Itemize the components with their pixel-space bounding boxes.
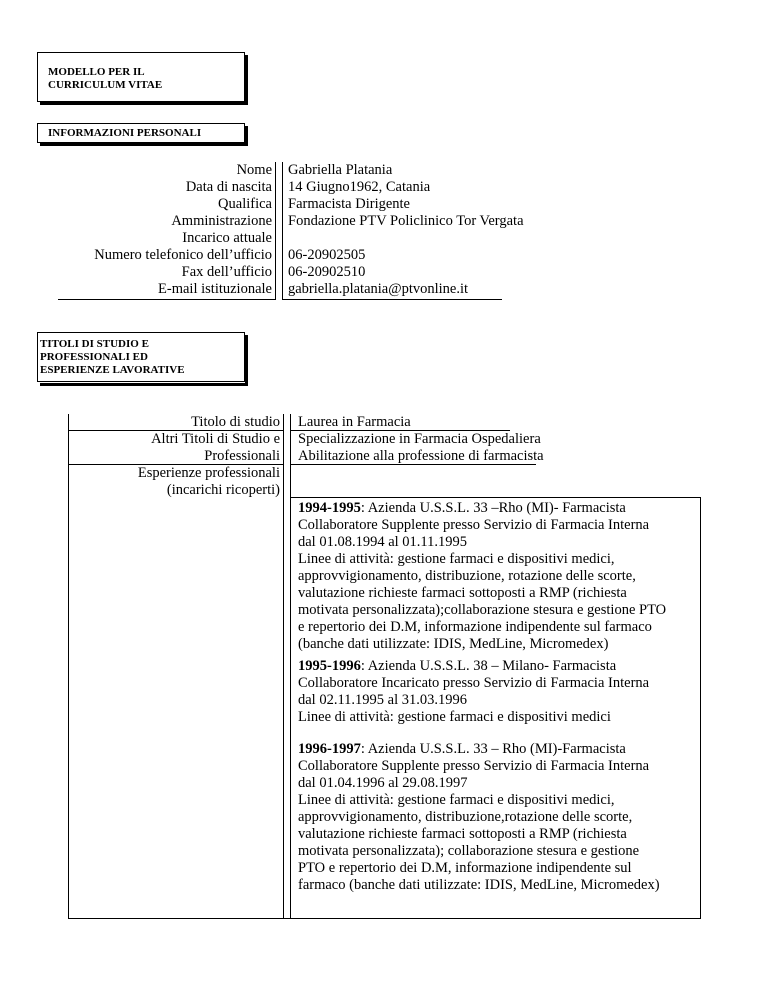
label-professionali: Professionali xyxy=(204,448,280,464)
personal-value: gabriella.platania@ptvonline.it xyxy=(288,281,469,297)
studies-row-line-3 xyxy=(290,497,701,498)
experience-text: : Azienda U.S.S.L. 33 – Rho (MI)-Farmacista xyxy=(360,741,626,757)
experience-line: e repertorio dei D.M, informazione indipendente sul farmaco xyxy=(298,619,652,635)
studies-divider-right xyxy=(290,414,291,919)
studies-divider-left xyxy=(283,414,284,919)
experience-text: : Azienda U.S.S.L. 38 – Milano- Farmacista xyxy=(360,658,617,674)
experience-line xyxy=(298,500,666,517)
personal-value: Gabriella Platania xyxy=(288,162,393,178)
experience-line: Collaboratore Supplente presso Servizio di Farmacia Interna xyxy=(298,758,650,774)
experience-line: motivata personalizzata); collaborazione stesura e gestione xyxy=(298,843,640,859)
info-box-title: INFORMAZIONI PERSONALI xyxy=(48,127,202,139)
experience-line: dal 01.08.1994 al 01.11.1995 xyxy=(298,534,468,550)
experience-line xyxy=(298,741,660,758)
experience-entry xyxy=(298,741,660,894)
personal-value: 14 Giugno1962, Catania xyxy=(288,179,431,195)
personal-value: 06-20902505 xyxy=(288,247,366,263)
personal-value: 06-20902510 xyxy=(288,264,366,280)
personal-label: Nome xyxy=(236,162,272,178)
experience-line: dal 01.04.1996 al 29.08.1997 xyxy=(298,775,468,791)
personal-label: Incarico attuale xyxy=(182,230,272,246)
experience-line: valutazione richieste farmaci sottoposti a RMP (richiesta xyxy=(298,826,627,842)
titles-line2: PROFESSIONALI ED xyxy=(40,351,148,363)
header-line2: CURRICULUM VITAE xyxy=(48,79,163,91)
value-abilitazione: Abilitazione alla professione di farmacista xyxy=(298,448,544,464)
value-titolo-studio: Laurea in Farmacia xyxy=(298,414,411,430)
header-line1: MODELLO PER IL xyxy=(48,66,145,78)
label-incarichi: (incarichi ricoperti) xyxy=(166,482,280,498)
personal-value: Fondazione PTV Policlinico Tor Vergata xyxy=(288,213,524,229)
experience-years: 1994-1995 xyxy=(298,500,361,516)
studies-outer-bottom xyxy=(68,918,701,919)
studies-outer-right xyxy=(700,497,701,919)
experience-years: 1995-1996 xyxy=(298,658,361,674)
experience-line: Collaboratore Incaricato presso Servizio di Farmacia Interna xyxy=(298,675,650,691)
label-esperienze: Esperienze professionali xyxy=(137,465,280,481)
label-titolo-studio: Titolo di studio xyxy=(191,414,280,430)
personal-label: Fax dell’ufficio xyxy=(181,264,272,280)
experience-line: approvvigionamento, distribuzione, rotazione delle scorte, xyxy=(298,568,636,584)
experience-line xyxy=(298,658,649,675)
experience-line: (banche dati utilizzate: IDIS, MedLine, Micromedex) xyxy=(298,636,609,652)
experience-line: Linee di attività: gestione farmaci e dispositivi medici, xyxy=(298,551,615,567)
experience-line: farmaco (banche dati utilizzate: IDIS, MedLine, Micromedex) xyxy=(298,877,660,893)
titles-line3: ESPERIENZE LAVORATIVE xyxy=(40,364,185,376)
personal-label: Numero telefonico dell’ufficio xyxy=(94,247,272,263)
personal-label: Data di nascita xyxy=(185,179,272,195)
experience-line: Linee di attività: gestione farmaci e dispositivi medici xyxy=(298,709,611,725)
value-specializzazione: Specializzazione in Farmacia Ospedaliera xyxy=(298,431,541,447)
experience-line: PTO e repertorio dei D.M, informazione indipendente sul xyxy=(298,860,632,876)
experience-years: 1996-1997 xyxy=(298,741,361,757)
experience-line: dal 02.11.1995 al 31.03.1996 xyxy=(298,692,468,708)
experience-line: valutazione richieste farmaci sottoposti a RMP (richiesta xyxy=(298,585,627,601)
personal-label: Amministrazione xyxy=(171,213,272,229)
personal-value: Farmacista Dirigente xyxy=(288,196,410,212)
experience-line: motivata personalizzata);collaborazione stesura e gestione PTO xyxy=(298,602,667,618)
experience-line: Linee di attività: gestione farmaci e dispositivi medici, xyxy=(298,792,615,808)
experience-text: : Azienda U.S.S.L. 33 –Rho (MI)- Farmacista xyxy=(360,500,626,516)
experience-line: Collaboratore Supplente presso Servizio di Farmacia Interna xyxy=(298,517,650,533)
experience-line: approvvigionamento, distribuzione,rotazione delle scorte, xyxy=(298,809,633,825)
experience-entry xyxy=(298,658,649,726)
label-altri-titoli: Altri Titoli di Studio e xyxy=(151,431,280,447)
personal-label: E-mail istituzionale xyxy=(158,281,272,297)
titles-line1: TITOLI DI STUDIO E xyxy=(40,338,149,350)
experience-entry xyxy=(298,500,666,653)
personal-label: Qualifica xyxy=(218,196,272,212)
